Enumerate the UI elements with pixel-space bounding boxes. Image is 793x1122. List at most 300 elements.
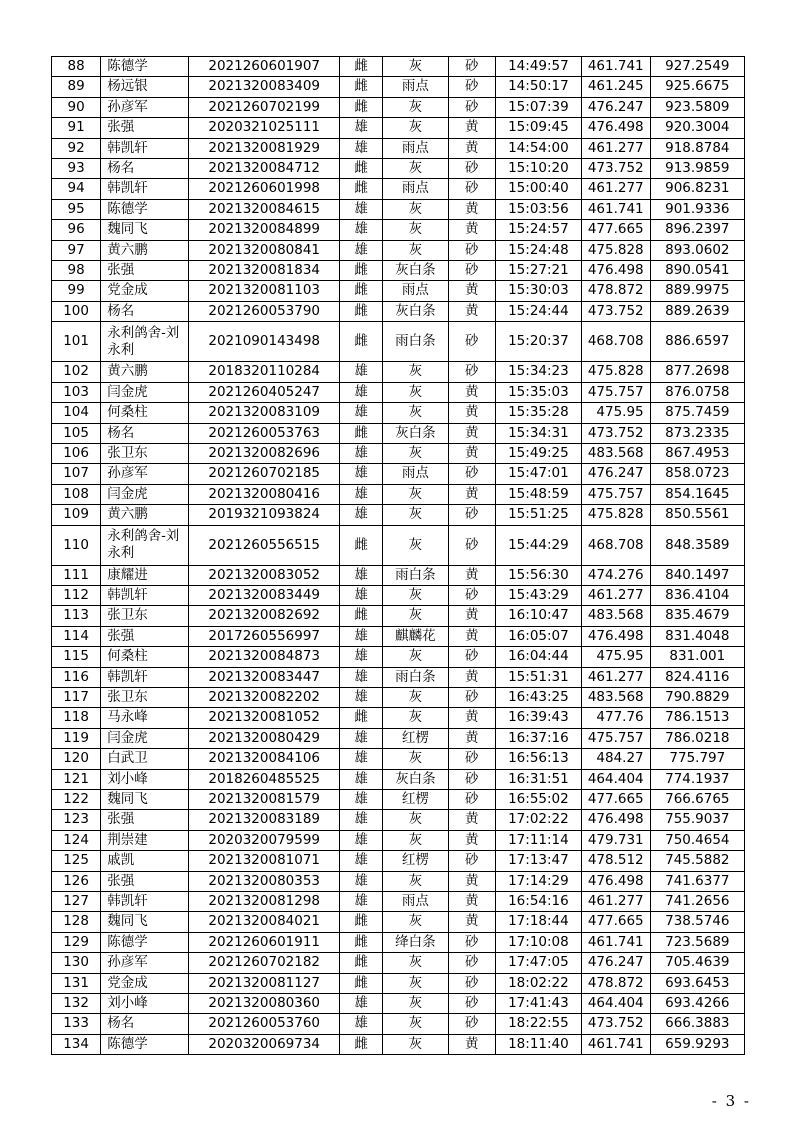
table-row xyxy=(52,382,745,402)
speed-cell: 835.4679 xyxy=(650,606,744,626)
sex-cell: 雌 xyxy=(340,525,383,565)
eye-color-cell: 黄 xyxy=(448,892,495,912)
distance-cell: 475.95 xyxy=(581,647,650,667)
ring-number-cell: 2021320080416 xyxy=(189,484,340,504)
arrival-time-cell: 17:11:14 xyxy=(495,830,581,850)
speed-cell: 824.4116 xyxy=(650,667,744,687)
owner-name-cell: 何桑柱 xyxy=(101,647,189,667)
table-row xyxy=(52,443,745,463)
arrival-time-cell: 15:51:31 xyxy=(495,667,581,687)
distance-cell: 473.752 xyxy=(581,159,650,179)
speed-cell: 741.2656 xyxy=(650,892,744,912)
table-row xyxy=(52,892,745,912)
table-row xyxy=(52,403,745,423)
owner-name-cell: 杨名 xyxy=(101,301,189,321)
rank-cell: 120 xyxy=(52,749,101,769)
distance-cell: 461.741 xyxy=(581,199,650,219)
arrival-time-cell: 16:39:43 xyxy=(495,708,581,728)
ring-number-cell: 2021260053763 xyxy=(189,423,340,443)
ring-number-cell: 2021260601911 xyxy=(189,932,340,952)
arrival-time-cell: 15:24:44 xyxy=(495,301,581,321)
owner-name-cell: 陈德学 xyxy=(101,57,189,77)
rank-cell: 109 xyxy=(52,505,101,525)
rank-cell: 101 xyxy=(52,322,101,362)
feather-color-cell: 灰 xyxy=(383,606,449,626)
ring-number-cell: 2021320083109 xyxy=(189,403,340,423)
rank-cell: 102 xyxy=(52,362,101,382)
sex-cell: 雄 xyxy=(340,687,383,707)
distance-cell: 476.498 xyxy=(581,871,650,891)
owner-name-cell: 张卫东 xyxy=(101,606,189,626)
ring-number-cell: 2021260556515 xyxy=(189,525,340,565)
eye-color-cell: 砂 xyxy=(448,362,495,382)
feather-color-cell: 灰白条 xyxy=(383,423,449,443)
eye-color-cell: 砂 xyxy=(448,932,495,952)
eye-color-cell: 砂 xyxy=(448,585,495,605)
distance-cell: 461.741 xyxy=(581,1034,650,1054)
rank-cell: 104 xyxy=(52,403,101,423)
table-row xyxy=(52,118,745,138)
table-row xyxy=(52,1014,745,1034)
table-row xyxy=(52,749,745,769)
arrival-time-cell: 18:11:40 xyxy=(495,1034,581,1054)
rank-cell: 89 xyxy=(52,77,101,97)
table-row xyxy=(52,871,745,891)
speed-cell: 693.4266 xyxy=(650,994,744,1014)
distance-cell: 475.757 xyxy=(581,728,650,748)
eye-color-cell: 黄 xyxy=(448,484,495,504)
table-row xyxy=(52,953,745,973)
eye-color-cell: 黄 xyxy=(448,606,495,626)
arrival-time-cell: 17:13:47 xyxy=(495,851,581,871)
speed-cell: 850.5561 xyxy=(650,505,744,525)
owner-name-cell: 黄六鹏 xyxy=(101,362,189,382)
feather-color-cell: 红楞 xyxy=(383,728,449,748)
owner-name-cell: 康耀进 xyxy=(101,565,189,585)
arrival-time-cell: 16:31:51 xyxy=(495,769,581,789)
feather-color-cell: 灰 xyxy=(383,585,449,605)
owner-name-cell: 韩凯轩 xyxy=(101,138,189,158)
rank-cell: 133 xyxy=(52,1014,101,1034)
speed-cell: 854.1645 xyxy=(650,484,744,504)
page-number: - 3 - xyxy=(711,1092,751,1110)
eye-color-cell: 黄 xyxy=(448,810,495,830)
table-row xyxy=(52,423,745,443)
feather-color-cell: 灰 xyxy=(383,362,449,382)
speed-cell: 901.9336 xyxy=(650,199,744,219)
distance-cell: 479.731 xyxy=(581,830,650,850)
sex-cell: 雄 xyxy=(340,994,383,1014)
feather-color-cell: 雨白条 xyxy=(383,322,449,362)
table-row xyxy=(52,790,745,810)
table-row xyxy=(52,261,745,281)
feather-color-cell: 灰 xyxy=(383,647,449,667)
distance-cell: 475.828 xyxy=(581,362,650,382)
speed-cell: 741.6377 xyxy=(650,871,744,891)
eye-color-cell: 黄 xyxy=(448,871,495,891)
arrival-time-cell: 16:54:16 xyxy=(495,892,581,912)
table-row xyxy=(52,830,745,850)
table-row xyxy=(52,851,745,871)
arrival-time-cell: 15:27:21 xyxy=(495,261,581,281)
sex-cell: 雄 xyxy=(340,851,383,871)
rank-cell: 100 xyxy=(52,301,101,321)
arrival-time-cell: 14:49:57 xyxy=(495,57,581,77)
feather-color-cell: 灰 xyxy=(383,912,449,932)
distance-cell: 461.277 xyxy=(581,892,650,912)
table-row xyxy=(52,708,745,728)
ring-number-cell: 2021320081052 xyxy=(189,708,340,728)
distance-cell: 476.498 xyxy=(581,626,650,646)
speed-cell: 774.1937 xyxy=(650,769,744,789)
distance-cell: 477.665 xyxy=(581,790,650,810)
table-row xyxy=(52,138,745,158)
rank-cell: 113 xyxy=(52,606,101,626)
feather-color-cell: 灰 xyxy=(383,443,449,463)
eye-color-cell: 砂 xyxy=(448,240,495,260)
ring-number-cell: 2018320110284 xyxy=(189,362,340,382)
feather-color-cell: 灰 xyxy=(383,118,449,138)
feather-color-cell: 灰 xyxy=(383,1014,449,1034)
arrival-time-cell: 17:02:22 xyxy=(495,810,581,830)
ring-number-cell: 2021260702185 xyxy=(189,464,340,484)
feather-color-cell: 雨白条 xyxy=(383,565,449,585)
sex-cell: 雄 xyxy=(340,382,383,402)
speed-cell: 723.5689 xyxy=(650,932,744,952)
sex-cell: 雌 xyxy=(340,97,383,117)
sex-cell: 雄 xyxy=(340,118,383,138)
arrival-time-cell: 18:02:22 xyxy=(495,973,581,993)
feather-color-cell: 灰 xyxy=(383,871,449,891)
ring-number-cell: 2018260485525 xyxy=(189,769,340,789)
table-row xyxy=(52,565,745,585)
owner-name-cell: 魏同飞 xyxy=(101,912,189,932)
arrival-time-cell: 15:00:40 xyxy=(495,179,581,199)
distance-cell: 473.752 xyxy=(581,423,650,443)
rank-cell: 128 xyxy=(52,912,101,932)
speed-cell: 877.2698 xyxy=(650,362,744,382)
arrival-time-cell: 16:37:16 xyxy=(495,728,581,748)
arrival-time-cell: 15:49:25 xyxy=(495,443,581,463)
table-row xyxy=(52,912,745,932)
feather-color-cell: 灰 xyxy=(383,830,449,850)
rank-cell: 123 xyxy=(52,810,101,830)
ring-number-cell: 2021320080841 xyxy=(189,240,340,260)
distance-cell: 461.277 xyxy=(581,138,650,158)
ring-number-cell: 2021320080353 xyxy=(189,871,340,891)
owner-name-cell: 孙彦军 xyxy=(101,953,189,973)
distance-cell: 477.76 xyxy=(581,708,650,728)
sex-cell: 雄 xyxy=(340,647,383,667)
eye-color-cell: 砂 xyxy=(448,973,495,993)
ring-number-cell: 2021320081929 xyxy=(189,138,340,158)
eye-color-cell: 砂 xyxy=(448,525,495,565)
rank-cell: 106 xyxy=(52,443,101,463)
feather-color-cell: 灰 xyxy=(383,708,449,728)
sex-cell: 雄 xyxy=(340,565,383,585)
distance-cell: 476.498 xyxy=(581,810,650,830)
eye-color-cell: 砂 xyxy=(448,97,495,117)
ring-number-cell: 2020321025111 xyxy=(189,118,340,138)
eye-color-cell: 黄 xyxy=(448,667,495,687)
eye-color-cell: 砂 xyxy=(448,749,495,769)
speed-cell: 927.2549 xyxy=(650,57,744,77)
rank-cell: 114 xyxy=(52,626,101,646)
owner-name-cell: 戚凯 xyxy=(101,851,189,871)
owner-name-cell: 魏同飞 xyxy=(101,220,189,240)
feather-color-cell: 雨点 xyxy=(383,464,449,484)
eye-color-cell: 砂 xyxy=(448,687,495,707)
arrival-time-cell: 16:43:25 xyxy=(495,687,581,707)
distance-cell: 475.828 xyxy=(581,505,650,525)
eye-color-cell: 砂 xyxy=(448,1014,495,1034)
ring-number-cell: 2021260053760 xyxy=(189,1014,340,1034)
ring-number-cell: 2021320084021 xyxy=(189,912,340,932)
rank-cell: 95 xyxy=(52,199,101,219)
feather-color-cell: 雨白条 xyxy=(383,667,449,687)
rank-cell: 119 xyxy=(52,728,101,748)
table-row xyxy=(52,647,745,667)
table-row xyxy=(52,626,745,646)
distance-cell: 483.568 xyxy=(581,687,650,707)
table-row xyxy=(52,179,745,199)
owner-name-cell: 黄六鹏 xyxy=(101,240,189,260)
eye-color-cell: 黄 xyxy=(448,220,495,240)
eye-color-cell: 黄 xyxy=(448,565,495,585)
sex-cell: 雌 xyxy=(340,1034,383,1054)
owner-name-cell: 党金成 xyxy=(101,281,189,301)
ring-number-cell: 2021320080360 xyxy=(189,994,340,1014)
eye-color-cell: 砂 xyxy=(448,179,495,199)
owner-name-cell: 闫金虎 xyxy=(101,382,189,402)
table-row xyxy=(52,240,745,260)
rank-cell: 129 xyxy=(52,932,101,952)
speed-cell: 666.3883 xyxy=(650,1014,744,1034)
distance-cell: 476.498 xyxy=(581,261,650,281)
ring-number-cell: 2021320081127 xyxy=(189,973,340,993)
arrival-time-cell: 17:41:43 xyxy=(495,994,581,1014)
speed-cell: 893.0602 xyxy=(650,240,744,260)
distance-cell: 478.512 xyxy=(581,851,650,871)
owner-name-cell: 荆崇建 xyxy=(101,830,189,850)
speed-cell: 738.5746 xyxy=(650,912,744,932)
ring-number-cell: 2021320082696 xyxy=(189,443,340,463)
owner-name-cell: 韩凯轩 xyxy=(101,667,189,687)
speed-cell: 750.4654 xyxy=(650,830,744,850)
table-row xyxy=(52,973,745,993)
arrival-time-cell: 15:09:45 xyxy=(495,118,581,138)
arrival-time-cell: 17:47:05 xyxy=(495,953,581,973)
ring-number-cell: 2021320084873 xyxy=(189,647,340,667)
eye-color-cell: 砂 xyxy=(448,505,495,525)
sex-cell: 雄 xyxy=(340,505,383,525)
sex-cell: 雄 xyxy=(340,667,383,687)
feather-color-cell: 灰 xyxy=(383,159,449,179)
speed-cell: 786.1513 xyxy=(650,708,744,728)
rank-cell: 130 xyxy=(52,953,101,973)
rank-cell: 98 xyxy=(52,261,101,281)
sex-cell: 雄 xyxy=(340,892,383,912)
owner-name-cell: 闫金虎 xyxy=(101,484,189,504)
rank-cell: 131 xyxy=(52,973,101,993)
eye-color-cell: 砂 xyxy=(448,647,495,667)
eye-color-cell: 砂 xyxy=(448,159,495,179)
distance-cell: 476.247 xyxy=(581,464,650,484)
speed-cell: 790.8829 xyxy=(650,687,744,707)
rank-cell: 126 xyxy=(52,871,101,891)
speed-cell: 918.8784 xyxy=(650,138,744,158)
distance-cell: 478.872 xyxy=(581,281,650,301)
feather-color-cell: 灰 xyxy=(383,953,449,973)
owner-name-cell: 陈德学 xyxy=(101,932,189,952)
sex-cell: 雌 xyxy=(340,912,383,932)
speed-cell: 705.4639 xyxy=(650,953,744,973)
distance-cell: 484.27 xyxy=(581,749,650,769)
table-row xyxy=(52,585,745,605)
feather-color-cell: 灰 xyxy=(383,749,449,769)
ring-number-cell: 2021320084712 xyxy=(189,159,340,179)
speed-cell: 831.4048 xyxy=(650,626,744,646)
owner-name-cell: 黄六鹏 xyxy=(101,505,189,525)
distance-cell: 461.277 xyxy=(581,667,650,687)
ring-number-cell: 2021320081071 xyxy=(189,851,340,871)
arrival-time-cell: 17:14:29 xyxy=(495,871,581,891)
arrival-time-cell: 15:24:48 xyxy=(495,240,581,260)
feather-color-cell: 雨点 xyxy=(383,892,449,912)
arrival-time-cell: 15:30:03 xyxy=(495,281,581,301)
sex-cell: 雄 xyxy=(340,362,383,382)
speed-cell: 913.9859 xyxy=(650,159,744,179)
arrival-time-cell: 15:51:25 xyxy=(495,505,581,525)
arrival-time-cell: 15:34:23 xyxy=(495,362,581,382)
sex-cell: 雌 xyxy=(340,179,383,199)
speed-cell: 889.2639 xyxy=(650,301,744,321)
eye-color-cell: 砂 xyxy=(448,77,495,97)
rank-cell: 97 xyxy=(52,240,101,260)
ring-number-cell: 2021090143498 xyxy=(189,322,340,362)
sex-cell: 雄 xyxy=(340,790,383,810)
speed-cell: 925.6675 xyxy=(650,77,744,97)
ring-number-cell: 2021320082202 xyxy=(189,687,340,707)
table-row xyxy=(52,484,745,504)
feather-color-cell: 灰 xyxy=(383,1034,449,1054)
sex-cell: 雌 xyxy=(340,301,383,321)
table-row xyxy=(52,728,745,748)
feather-color-cell: 灰 xyxy=(383,994,449,1014)
feather-color-cell: 雨点 xyxy=(383,138,449,158)
distance-cell: 461.741 xyxy=(581,57,650,77)
arrival-time-cell: 15:24:57 xyxy=(495,220,581,240)
eye-color-cell: 黄 xyxy=(448,626,495,646)
eye-color-cell: 砂 xyxy=(448,769,495,789)
rank-cell: 108 xyxy=(52,484,101,504)
owner-name-cell: 白武卫 xyxy=(101,749,189,769)
feather-color-cell: 灰 xyxy=(383,505,449,525)
feather-color-cell: 雨点 xyxy=(383,77,449,97)
speed-cell: 786.0218 xyxy=(650,728,744,748)
arrival-time-cell: 14:50:17 xyxy=(495,77,581,97)
owner-name-cell: 永利鸽舍-刘永利 xyxy=(101,322,189,362)
rank-cell: 134 xyxy=(52,1034,101,1054)
speed-cell: 896.2397 xyxy=(650,220,744,240)
table-row xyxy=(52,322,745,362)
table-row xyxy=(52,281,745,301)
ring-number-cell: 2021260053790 xyxy=(189,301,340,321)
rank-cell: 121 xyxy=(52,769,101,789)
arrival-time-cell: 15:48:59 xyxy=(495,484,581,504)
eye-color-cell: 砂 xyxy=(448,953,495,973)
rank-cell: 125 xyxy=(52,851,101,871)
sex-cell: 雄 xyxy=(340,484,383,504)
speed-cell: 890.0541 xyxy=(650,261,744,281)
arrival-time-cell: 15:35:28 xyxy=(495,403,581,423)
rank-cell: 122 xyxy=(52,790,101,810)
rank-cell: 110 xyxy=(52,525,101,565)
arrival-time-cell: 17:10:08 xyxy=(495,932,581,952)
sex-cell: 雄 xyxy=(340,138,383,158)
table-row xyxy=(52,97,745,117)
sex-cell: 雌 xyxy=(340,281,383,301)
rank-cell: 115 xyxy=(52,647,101,667)
owner-name-cell: 韩凯轩 xyxy=(101,585,189,605)
speed-cell: 755.9037 xyxy=(650,810,744,830)
speed-cell: 766.6765 xyxy=(650,790,744,810)
rank-cell: 93 xyxy=(52,159,101,179)
feather-color-cell: 灰白条 xyxy=(383,769,449,789)
rank-cell: 105 xyxy=(52,423,101,443)
ring-number-cell: 2021320083052 xyxy=(189,565,340,585)
eye-color-cell: 砂 xyxy=(448,994,495,1014)
distance-cell: 475.828 xyxy=(581,240,650,260)
table-row xyxy=(52,687,745,707)
arrival-time-cell: 15:20:37 xyxy=(495,322,581,362)
sex-cell: 雄 xyxy=(340,240,383,260)
distance-cell: 477.665 xyxy=(581,912,650,932)
arrival-time-cell: 15:56:30 xyxy=(495,565,581,585)
feather-color-cell: 雨点 xyxy=(383,179,449,199)
eye-color-cell: 砂 xyxy=(448,261,495,281)
arrival-time-cell: 16:05:07 xyxy=(495,626,581,646)
feather-color-cell: 灰 xyxy=(383,382,449,402)
distance-cell: 461.277 xyxy=(581,585,650,605)
ring-number-cell: 2021260702199 xyxy=(189,97,340,117)
feather-color-cell: 麒麟花 xyxy=(383,626,449,646)
eye-color-cell: 砂 xyxy=(448,322,495,362)
sex-cell: 雄 xyxy=(340,626,383,646)
owner-name-cell: 张卫东 xyxy=(101,443,189,463)
distance-cell: 476.247 xyxy=(581,953,650,973)
speed-cell: 867.4953 xyxy=(650,443,744,463)
table-row xyxy=(52,159,745,179)
sex-cell: 雄 xyxy=(340,1014,383,1034)
sex-cell: 雄 xyxy=(340,403,383,423)
distance-cell: 483.568 xyxy=(581,443,650,463)
distance-cell: 473.752 xyxy=(581,301,650,321)
owner-name-cell: 孙彦军 xyxy=(101,97,189,117)
ring-number-cell: 2020320079599 xyxy=(189,830,340,850)
ring-number-cell: 2021320080429 xyxy=(189,728,340,748)
rank-cell: 111 xyxy=(52,565,101,585)
feather-color-cell: 灰 xyxy=(383,57,449,77)
table-row xyxy=(52,769,745,789)
feather-color-cell: 绛白条 xyxy=(383,932,449,952)
distance-cell: 474.276 xyxy=(581,565,650,585)
distance-cell: 461.245 xyxy=(581,77,650,97)
distance-cell: 483.568 xyxy=(581,606,650,626)
sex-cell: 雄 xyxy=(340,464,383,484)
eye-color-cell: 黄 xyxy=(448,728,495,748)
eye-color-cell: 黄 xyxy=(448,1034,495,1054)
